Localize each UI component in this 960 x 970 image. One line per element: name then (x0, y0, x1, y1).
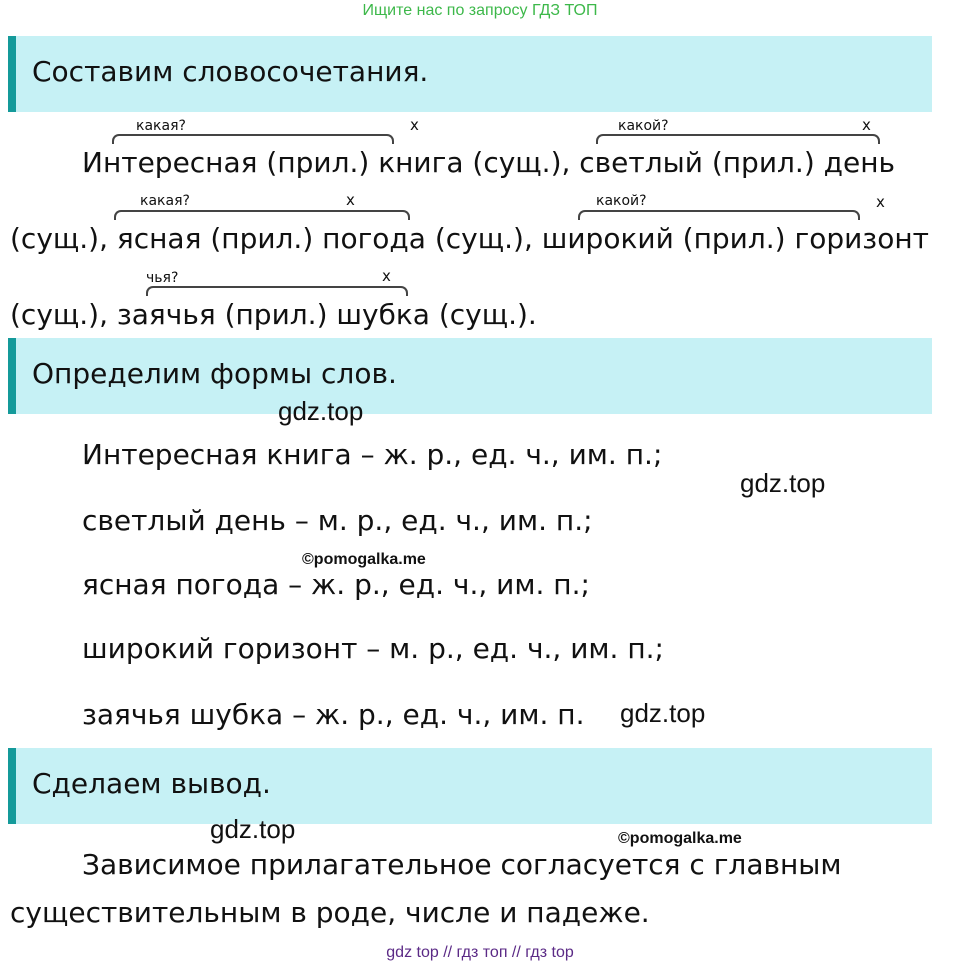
connection-arc (596, 134, 880, 144)
question-label: чья? (146, 270, 179, 286)
question-label: какой? (596, 193, 647, 209)
watermark-pomogalka: ©pomogalka.me (302, 551, 426, 568)
watermark-gdz: gdz.top (278, 396, 364, 426)
connection-arc (578, 210, 860, 220)
form-line: широкий горизонт – м. р., ед. ч., им. п.; (82, 632, 664, 665)
conclusion-line-2: существительным в роде, числе и падеже. (10, 896, 650, 929)
conclusion-line-1: Зависимое прилагательное согласуется с главным (82, 848, 842, 881)
x-mark: х (410, 116, 419, 134)
x-mark: х (876, 193, 885, 211)
watermark-pomogalka: ©pomogalka.me (618, 830, 742, 847)
form-line: ясная погода – ж. р., ед. ч., им. п.; (82, 568, 590, 601)
connection-arc (112, 134, 394, 144)
question-label: какая? (140, 193, 190, 209)
watermark-gdz: gdz.top (740, 468, 826, 498)
section-title: Сделаем вывод. (32, 767, 271, 800)
form-line: заячья шубка – ж. р., ед. ч., им. п. (82, 698, 585, 731)
section-title: Определим формы слов. (32, 357, 397, 390)
footer-links[interactable]: gdz top // гдз топ // гдз top (386, 944, 574, 961)
section-header-conclusion (8, 748, 932, 824)
phrases-line-2: (сущ.), ясная (прил.) погода (сущ.), широкий (прил.) горизонт (10, 222, 929, 255)
x-mark: х (862, 116, 871, 134)
form-line: светлый день – м. р., ед. ч., им. п.; (82, 504, 593, 537)
watermark-gdz: gdz.top (210, 814, 296, 844)
section-header-compose (8, 36, 932, 112)
watermark-gdz: gdz.top (620, 698, 706, 728)
question-label: какой? (618, 118, 669, 134)
connection-arc (146, 286, 408, 296)
x-mark: х (346, 191, 355, 209)
top-banner-link[interactable]: Ищите нас по запросу ГДЗ ТОП (362, 2, 598, 19)
question-label: какая? (136, 118, 186, 134)
section-header-forms (8, 338, 932, 414)
section-title: Составим словосочетания. (32, 55, 429, 88)
x-mark: х (382, 267, 391, 285)
phrases-line-3: (сущ.), заячья (прил.) шубка (сущ.). (10, 298, 537, 331)
form-line: Интересная книга – ж. р., ед. ч., им. п.; (82, 438, 663, 471)
phrases-line-1: Интересная (прил.) книга (сущ.), светлый (прил.) день (82, 146, 896, 179)
connection-arc (114, 210, 410, 220)
